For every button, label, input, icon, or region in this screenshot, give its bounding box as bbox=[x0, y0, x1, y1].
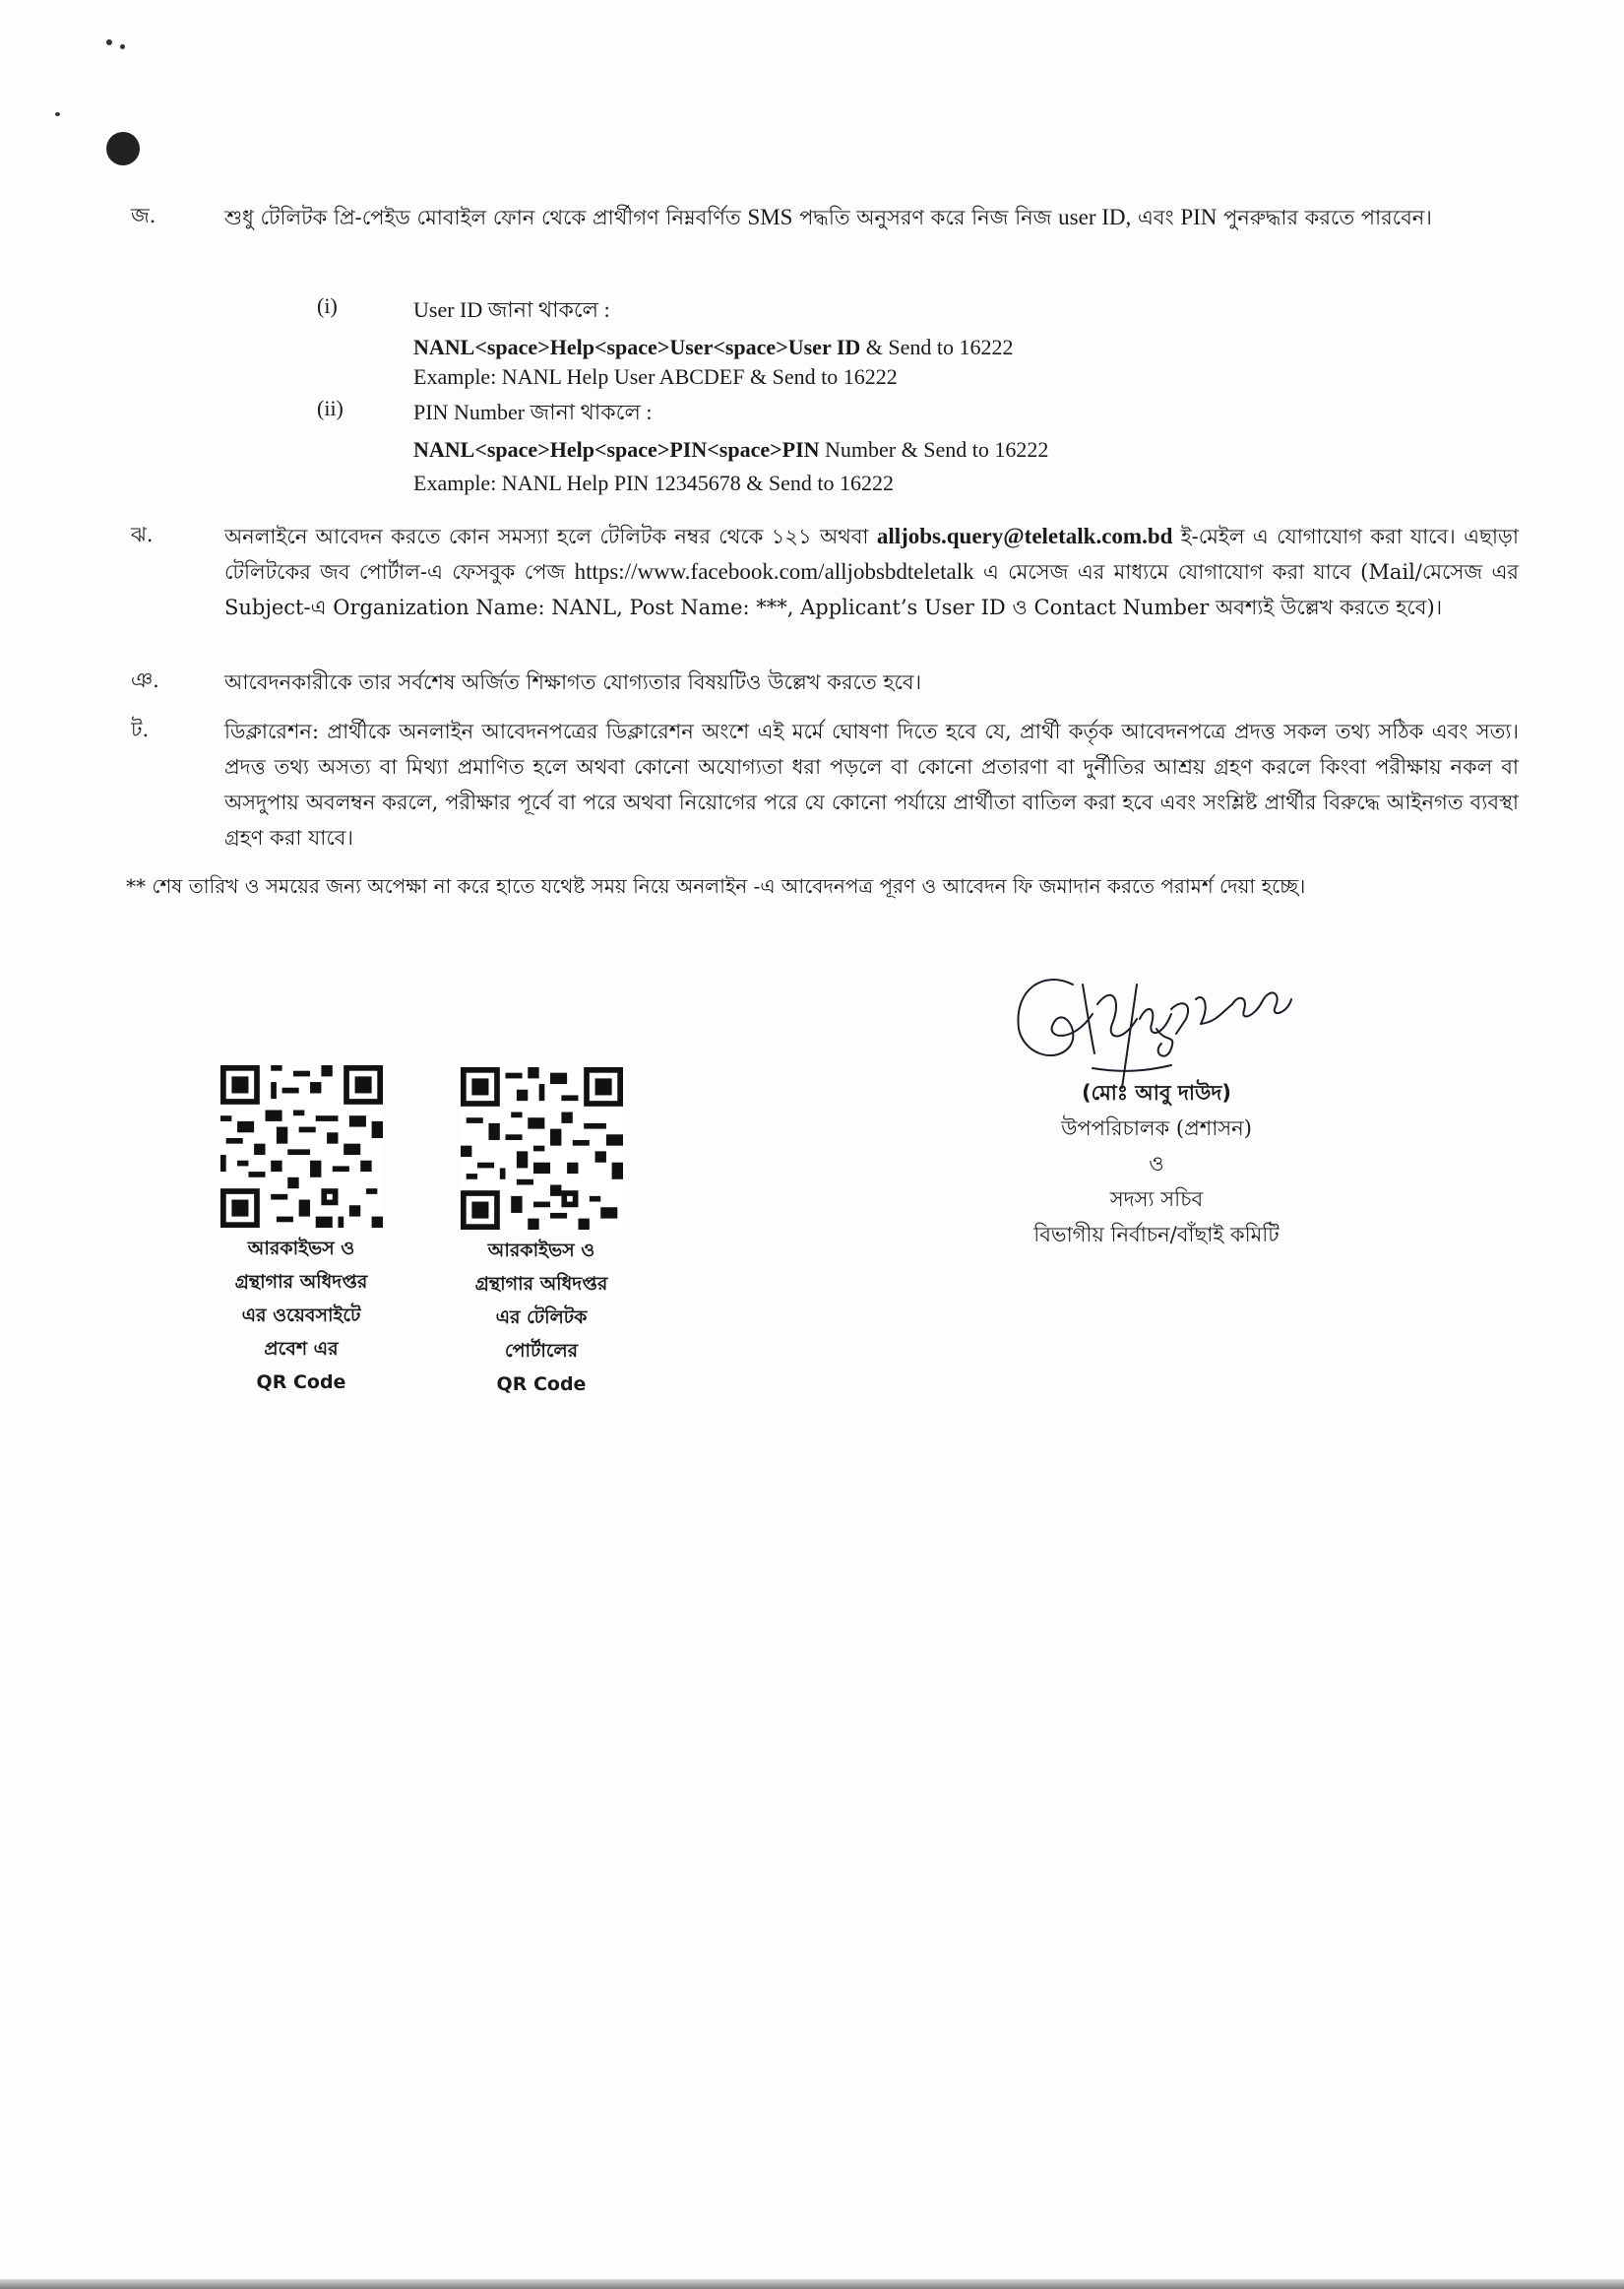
advisory-note: ** শেষ তারিখ ও সময়ের জন্য অপেক্ষা না করে হাতে যথেষ্ট সময় নিয়ে অনলাইন -এ আবেদনপত্র পূরণ ও আবেদন ফি জমাদান করতে পরামর্শ দেয়া হচ্ছে। bbox=[126, 874, 1306, 898]
clause-text: অনলাইনে আবেদন করতে কোন সমস্যা হলে টেলিটক নম্বর থেকে ১২১ অথবা alljobs.query@teletalk.com.bd ই-মেইল এ যোগাযোগ করা যাবে। এছাড়া টেলিটকের জব পোর্টাল-এ ফেসবুক পেজ https://www.facebook.com/alljobsbdteletalk এ মেসেজ এর মাধ্যমে যোগাযোগ করা যাবে (Mail/মেসেজ এর Subject-এ Organization Name: NANL, Post Name: ***, Applicant’s User ID ও Contact Number অবশ্যই উল্লেখ করতে হবে)। bbox=[224, 524, 1519, 619]
sms-example: Example: NANL Help User ABCDEF & Send to 16222 bbox=[413, 364, 898, 389]
clause-marker: ঞ. bbox=[131, 668, 159, 692]
signatory-role: সদস্য সচিব bbox=[1109, 1187, 1204, 1211]
facebook-url: https://www.facebook.com/alljobsbdteletalk bbox=[574, 559, 974, 584]
punch-hole bbox=[106, 132, 140, 165]
signatory-name: (মোঃ আবু দাউদ) bbox=[1082, 1081, 1231, 1105]
clause-ta bbox=[131, 714, 1519, 856]
option-number: (i) bbox=[317, 293, 338, 318]
sms-format: NANL<space>Help<space>User<space>User ID & Send to 16222 bbox=[413, 335, 1014, 359]
qr-block-teletalk-portal bbox=[433, 1067, 650, 1401]
scan-edge bbox=[0, 2279, 1624, 2289]
signatory-block bbox=[945, 1075, 1368, 1252]
sms-example: Example: NANL Help PIN 12345678 & Send to 16222 bbox=[413, 471, 895, 495]
sms-format: NANL<space>Help<space>PIN<space>PIN Number & Send to 16222 bbox=[413, 437, 1049, 462]
option-number: (ii) bbox=[317, 396, 344, 420]
clause-nya bbox=[131, 665, 1519, 700]
qr-caption: আরকাইভস ও গ্রন্থাগার অধিদপ্তর এর ওয়েবসাইটে প্রবেশ এর QR Code bbox=[234, 1238, 368, 1393]
clause-ja bbox=[131, 200, 1519, 235]
clause-text: ডিক্লারেশন: প্রার্থীকে অনলাইন আবেদনপত্রের ডিক্লারেশন অংশে এই মর্মে ঘোষণা দিতে হবে যে, প্রার্থী কর্তৃক আবেদনপত্রে প্রদত্ত সকল তথ্য সঠিক এবং সত্য। প্রদত্ত তথ্য অসত্য বা মিথ্যা প্রমাণিত হলে অথবা কোনো অযোগ্যতা ধরা পড়লে বা কোনো প্রতারণা বা দুর্নীতির আশ্রয় গ্রহণ করলে কিংবা পরীক্ষায় নকল বা অসদুপায় অবলম্বন করলে, পরীক্ষার পূর্বে বা পরে অথবা নিয়োগের পরে যে কোনো পর্যায়ে প্রার্থীতা বাতিল করা হবে এবং সংশ্লিষ্ট প্রার্থীর বিরুদ্ধে আইনগত ব্যবস্থা গ্রহণ করা যাবে। bbox=[224, 720, 1519, 850]
clause-marker: ট. bbox=[131, 718, 150, 741]
qr-caption: আরকাইভস ও গ্রন্থাগার অধিদপ্তর এর টেলিটক পোর্টালের QR Code bbox=[474, 1240, 608, 1395]
qr-code-icon bbox=[220, 1065, 383, 1228]
clause-marker: জ. bbox=[131, 204, 156, 227]
qr-code-icon bbox=[461, 1067, 623, 1230]
clause-text: আবেদনকারীকে তার সর্বশেষ অর্জিত শিক্ষাগত যোগ্যতার বিষয়টিও উল্লেখ করতে হবে। bbox=[224, 670, 922, 694]
scan-speck bbox=[106, 39, 112, 45]
signatory-conjunction: ও bbox=[1149, 1152, 1164, 1176]
signatory-committee: বিভাগীয় নির্বাচন/বাঁছাই কমিটি bbox=[1033, 1223, 1280, 1246]
clause-text: শুধু টেলিটক প্রি-পেইড মোবাইল ফোন থেকে প্রার্থীগণ নিম্নবর্ণিত SMS পদ্ধতি অনুসরণ করে নিজ নিজ user ID, এবং PIN পুনরুদ্ধার করতে পারবেন। bbox=[224, 205, 1432, 229]
option-heading: User ID জানা থাকলে : bbox=[413, 297, 610, 322]
qr-block-website bbox=[193, 1065, 409, 1399]
support-email: alljobs.query@teletalk.com.bd bbox=[876, 524, 1173, 548]
clause-marker: ঝ. bbox=[131, 523, 154, 546]
clause-jha bbox=[131, 519, 1519, 625]
option-heading: PIN Number জানা থাকলে : bbox=[413, 400, 653, 424]
scan-speck bbox=[55, 112, 60, 116]
scan-speck bbox=[120, 44, 125, 49]
signatory-designation: উপপরিচালক (প্রশাসন) bbox=[1061, 1116, 1252, 1140]
